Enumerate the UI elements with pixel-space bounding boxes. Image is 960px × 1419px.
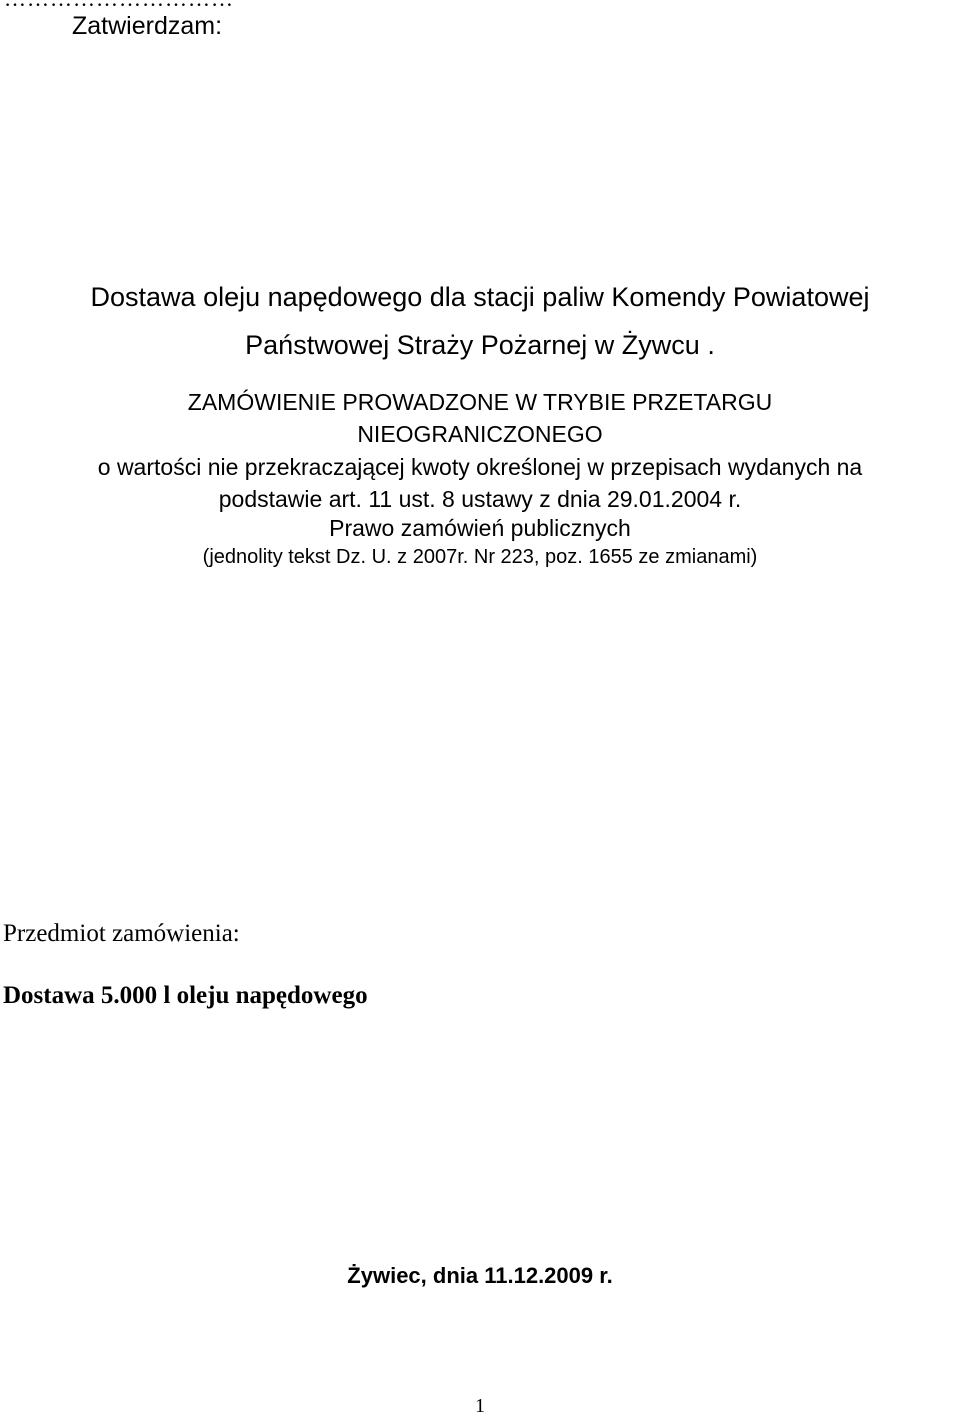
procedure-line-2: NIEOGRANICZONEGO xyxy=(357,421,603,447)
procedure-line-3: o wartości nie przekraczającej kwoty określonej w przepisach wydanych na xyxy=(97,454,863,480)
subject-label: Przedmiot zamówienia: xyxy=(3,920,240,947)
procedure-line-1: ZAMÓWIENIE PROWADZONE W TRYBIE PRZETARGU xyxy=(187,389,773,415)
document-title-line-2: Państwowej Straży Pożarnej w Żywcu . xyxy=(245,330,715,360)
page-number: 1 xyxy=(475,1395,485,1417)
procedure-line-5: Prawo zamówień publicznych xyxy=(329,515,631,541)
procedure-line-6: (jednolity tekst Dz. U. z 2007r. Nr 223, poz. 1655 ze zmianami) xyxy=(202,546,758,568)
document-title-line-1: Dostawa oleju napędowego dla stacji paliw Komendy Powiatowej xyxy=(90,282,870,312)
procedure-line-4: podstawie art. 11 ust. 8 ustawy z dnia 29.01.2004 r. xyxy=(218,486,742,512)
approval-label: Zatwierdzam: xyxy=(72,12,223,40)
subject-value: Dostawa 5.000 l oleju napędowego xyxy=(3,982,368,1009)
place-and-date: Żywiec, dnia 11.12.2009 r. xyxy=(347,1263,613,1288)
signature-dots xyxy=(4,0,234,12)
